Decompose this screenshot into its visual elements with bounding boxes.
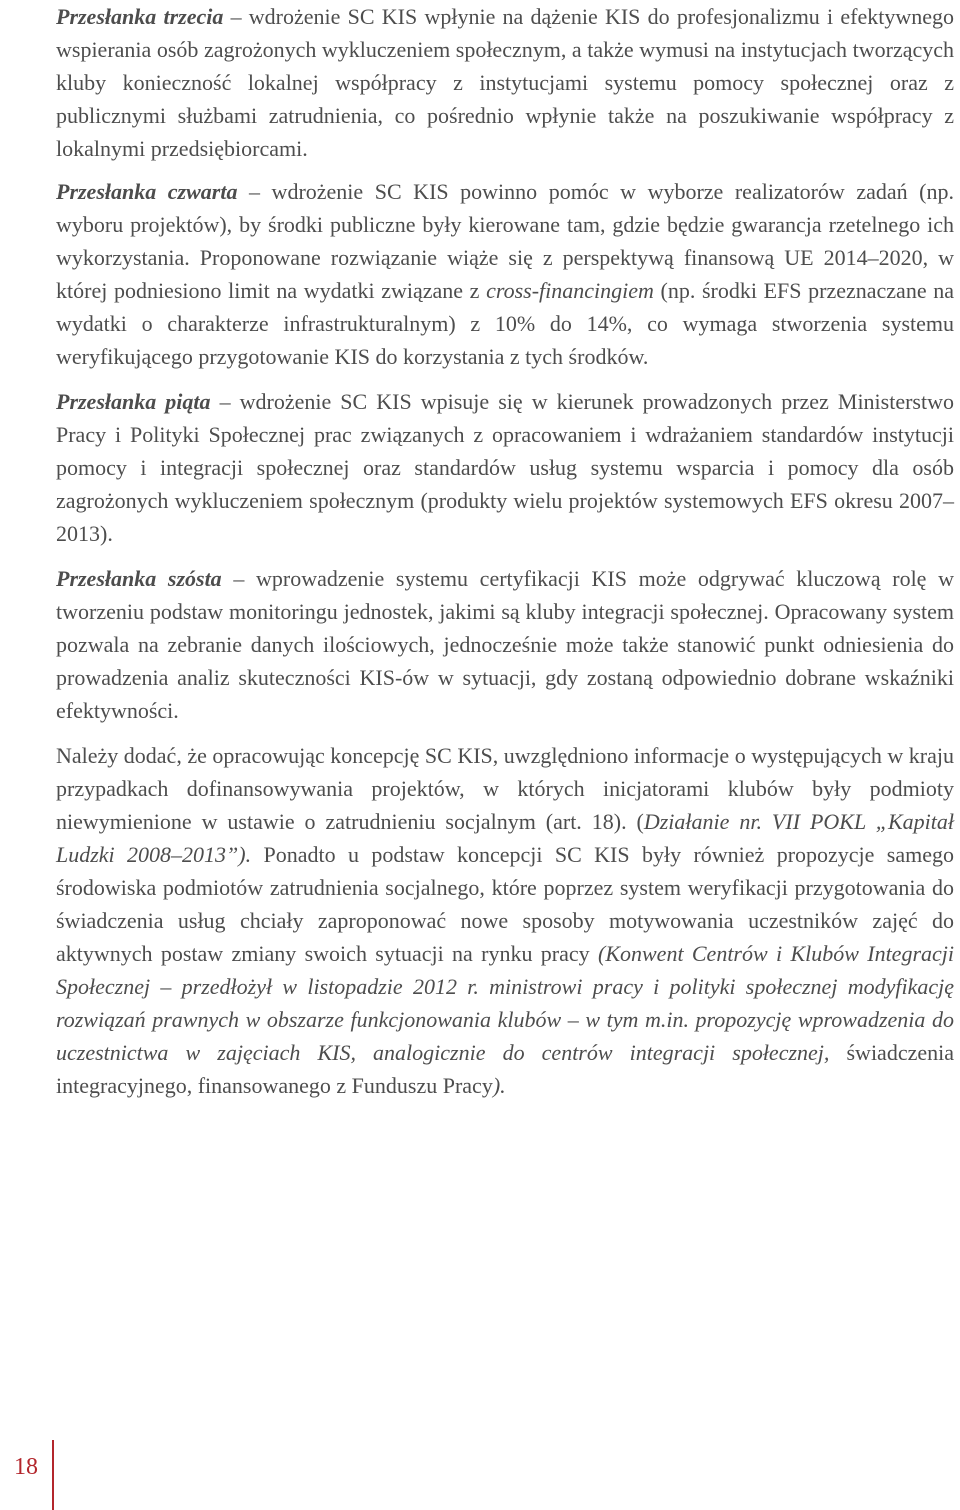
- paragraph-text: – wdrożenie SC KIS wpłynie na dążenie KIS do profesjonalizmu i efektywnego wspierania osób zagrożonych wykluczeniem społecznym, a także wymusi na instytucjach tworzących kluby konieczność lokalnej współpracy z instytucjami systemu pomocy społecznej oraz z publicznymi służbami zatrudnienia, co pośrednio wpłynie także na poszukiwanie współpracy z lokalnymi przedsiębiorcami.: [56, 4, 954, 161]
- paragraph-text: Należy dodać, że opracowując koncepcję SC KIS, uwzględniono informacje o występujących w kraju przypadkach dofinansowywania projektów, w których inicjatorami klubów były podmioty niewymienione w ustawie o zatrudnieniu socjalnym (art. 18). (: [56, 743, 955, 834]
- paragraph-premise-five: [56, 385, 954, 550]
- paragraph-lead: Przesłanka szósta: [56, 566, 222, 591]
- paragraph-text: – wprowadzenie systemu certyfikacji KIS może odgrywać kluczową rolę w tworzeniu podstaw monitoringu jednostek, jakimi są kluby integracji społecznej. Opracowany system pozwala na zebranie danych ilościowych, jednocześnie może także stanowić punkt odniesienia do prowadzenia analiz skuteczności KIS-ów w sytuacji, gdy zostaną odpowiednio dobrane wskaźniki efektywności.: [56, 566, 954, 723]
- paragraph-lead: Przesłanka trzecia: [56, 4, 224, 29]
- paragraph-conclusion: [56, 739, 954, 1102]
- paragraph-lead: Przesłanka czwarta: [56, 179, 238, 204]
- paragraph-lead: Przesłanka piąta: [56, 389, 211, 414]
- page-number-rule: [52, 1440, 54, 1510]
- paragraph-premise-four: [56, 175, 954, 373]
- document-body: [56, 0, 954, 1102]
- paragraph-text: (np. środki EFS przeznaczane na wydatki o charakterze infrastrukturalnym) z 10% do 14%, co wymaga stworzenia systemu weryfikującego przygotowanie KIS do korzystania z tych środków.: [56, 278, 954, 369]
- paragraph-italic-term: cross-financingiem: [486, 278, 654, 303]
- paragraph-italic-citation: Działanie nr. VII POKL „Kapitał Ludzki 2008–2013”).: [56, 809, 954, 867]
- page-number: 18: [14, 1454, 38, 1480]
- paragraph-premise-three: [56, 0, 954, 165]
- paragraph-text: świadczenia integracyjnego, finansowanego z Funduszu Pracy: [56, 1040, 954, 1098]
- paragraph-text: – wdrożenie SC KIS wpisuje się w kierunek prowadzonych przez Ministerstwo Pracy i Polityki Społecznej prac związanych z opracowaniem i wdrażaniem standardów instytucji pomocy i integracji społecznej oraz standardów usług systemu wsparcia i pomocy dla osób zagrożonych wykluczeniem społecznym (produkty wielu projektów systemowych EFS okresu 2007–2013).: [56, 389, 954, 546]
- paragraph-text: Ponadto u podstaw koncepcji SC KIS były również propozycje samego środowiska podmiotów zatrudnienia socjalnego, które poprzez system weryfikacji przygotowania do świadczenia usług chciały zaproponować nowe sposoby motywowania uczestników zajęć do aktywnych postaw zmiany swoich sytuacji na rynku pracy: [56, 842, 954, 966]
- paragraph-text: – wdrożenie SC KIS powinno pomóc w wyborze realizatorów zadań (np. wyboru projektów), by środki publiczne były kierowane tam, gdzie będzie gwarancja rzetelnego ich wykorzystania. Proponowane rozwiązanie wiąże się z perspektywą finansową UE 2014–2020, w której podniesiono limit na wydatki związane z: [56, 179, 954, 303]
- paragraph-italic-citation: ).: [492, 1073, 506, 1098]
- paragraph-italic-citation: (Konwent Centrów i Klubów Integracji Społecznej – przedłożył w listopadzie 2012 r. ministrowi pracy i polityki społecznej modyfikację rozwiązań prawnych w obszarze funkcjonowania klubów – w tym m.in. propozycję wprowadzenia do uczestnictwa w zajęciach KIS, analogicznie do centrów integracji społecznej,: [56, 941, 955, 1065]
- paragraph-premise-six: [56, 562, 954, 727]
